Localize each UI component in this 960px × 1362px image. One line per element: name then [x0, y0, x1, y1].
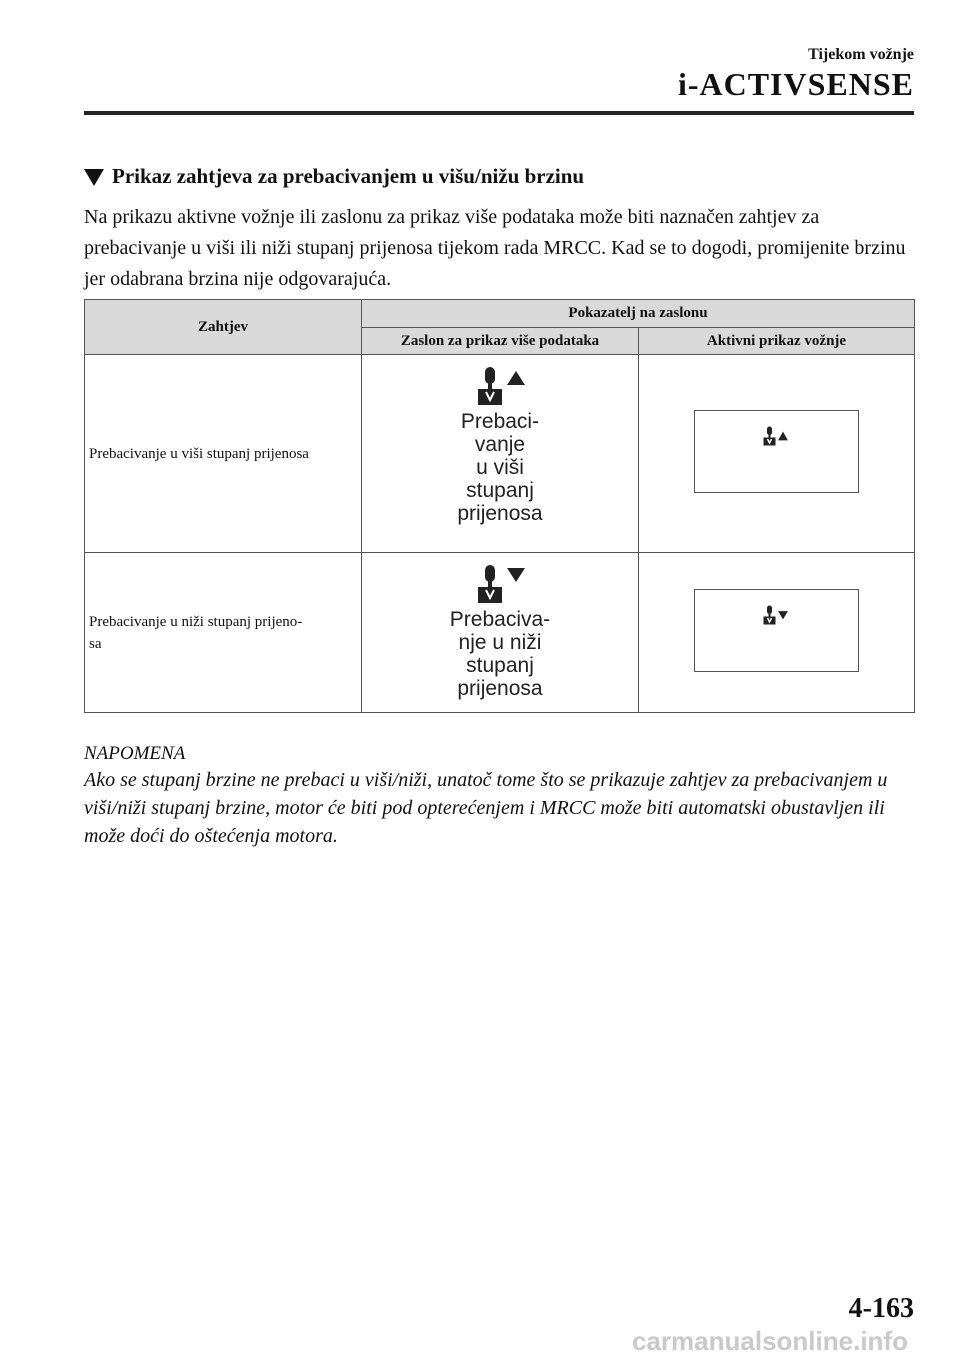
- up-triangle-icon: [777, 430, 789, 442]
- active-display-indicator: [639, 553, 915, 713]
- gear-lever-icon: [473, 564, 505, 604]
- active-display-indicator: [639, 355, 915, 553]
- multi-display-text: Prebaciva- nje u niži stupanj prijenosa: [449, 608, 551, 700]
- down-triangle-bullet-icon: [84, 169, 104, 186]
- active-display-screen: [694, 589, 859, 672]
- table-row: [85, 355, 915, 553]
- header-section-label: Tijekom vožnje: [808, 46, 914, 63]
- intro-paragraph: Na prikazu aktivne vožnje ili zaslonu za prikaz više podataka može biti naznačen zahtjev za prebacivanje u viši ili niži stupanj prijenosa tijekom rada MRCC. Kad se to dogodi, promijenite brzinu jer odabrana brzina nije odgovarajuća.: [84, 206, 906, 290]
- down-triangle-icon: [777, 609, 789, 621]
- header-title: i-ACTIVSENSE: [677, 66, 914, 102]
- page-number: 4-163: [848, 1293, 914, 1324]
- gear-lever-icon: [473, 366, 505, 406]
- note-title: NAPOMENA: [84, 743, 186, 764]
- gear-lever-icon: [761, 604, 777, 626]
- down-triangle-icon: [505, 564, 527, 586]
- gear-lever-icon: [761, 425, 777, 447]
- col-header-active-display: Aktivni prikaz vožnje: [639, 328, 915, 355]
- multi-display-indicator: [362, 553, 639, 713]
- request-label: Prebacivanje u niži stupanj prijeno- sa: [85, 553, 362, 713]
- header-rule: [84, 111, 914, 115]
- section-heading: [84, 164, 584, 189]
- multi-display-indicator: [362, 355, 639, 553]
- request-label: Prebacivanje u viši stupanj prijenosa: [85, 355, 362, 553]
- col-header-request: Zahtjev: [85, 300, 362, 355]
- note-block: [84, 742, 924, 850]
- table-row: [85, 553, 915, 713]
- footer-watermark: carmanualsonline.info: [632, 1326, 908, 1356]
- shift-request-table: [84, 299, 915, 713]
- up-triangle-icon: [505, 366, 527, 388]
- multi-display-text: Prebaci- vanje u viši stupanj prijenosa: [457, 410, 543, 525]
- note-body: Ako se stupanj brzine ne prebaci u viši/niži, unatoč tome što se prikazuje zahtjev za prebacivanjem u viši/niži stupanj brzine, motor će biti pod opterećenjem i MRCC može biti automatski obustavljen ili može doći do oštećenja motora.: [84, 769, 888, 847]
- col-header-multi-display: Zaslon za prikaz više podataka: [362, 328, 639, 355]
- col-header-indicator: Pokazatelj na zaslonu: [362, 300, 915, 328]
- section-heading-text: Prikaz zahtjeva za prebacivanjem u višu/nižu brzinu: [112, 164, 585, 188]
- active-display-screen: [694, 410, 859, 493]
